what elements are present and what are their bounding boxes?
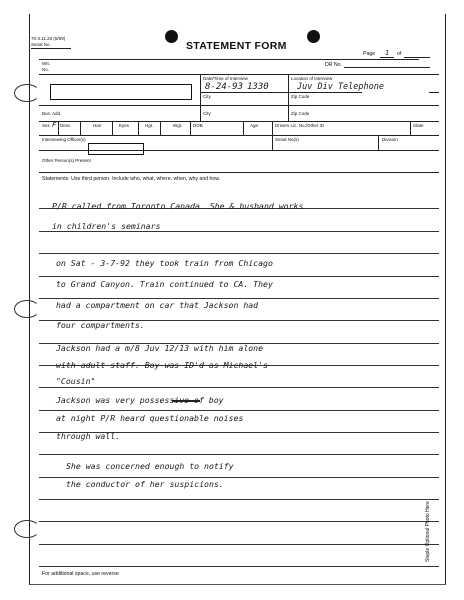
interview-location: Juv Div Telephone — [297, 82, 384, 92]
desc-label: Desc. — [60, 123, 72, 128]
interview-date: 8-24-93 — [205, 82, 243, 92]
punch-dot-right — [307, 30, 320, 43]
wit-no-label: No. — [42, 67, 50, 72]
redacted-name-block — [50, 84, 192, 100]
statement-line: at night P/R heard questionable noises — [56, 413, 244, 423]
dob-label: DOB — [193, 123, 203, 128]
hair-label: Hair — [93, 123, 102, 128]
row3-city-label: City — [203, 111, 211, 116]
staple-photo-note: Staple Optional Photo Here — [425, 501, 431, 562]
wgt-label: Wgt. — [173, 123, 183, 128]
page-label: Page — [363, 51, 376, 57]
wit-label: WIt. — [42, 61, 50, 66]
bus-add-label: Bus. Add. — [42, 111, 62, 116]
statement-line: She was concerned enough to notify — [66, 461, 234, 471]
drivers-lic-label: Drivers Lic. No./Other ID — [275, 123, 325, 128]
statement-line: on Sat - 3-7-92 they took train from Chicago — [56, 258, 273, 268]
statement-line: with adult staff. Boy was ID'd as Michael's — [56, 360, 268, 370]
statement-line: had a compartment on car that Jackson had — [56, 300, 259, 310]
form-title: STATEMENT FORM — [186, 40, 287, 52]
sex-label: Sex — [42, 123, 50, 128]
location-label: Location of Interview — [291, 76, 333, 81]
hgt-label: Hgt. — [145, 123, 154, 128]
date-time-label: Date/Time of Interview — [203, 76, 248, 81]
row2-city-label: City — [203, 94, 211, 99]
statement-line: the conductor of her suspicions. — [66, 479, 224, 489]
statement-line: Jackson was very possessive of boy — [56, 395, 224, 405]
binder-hole-top — [14, 84, 40, 102]
form-number: 70-3.11.20 (6/89) — [31, 36, 66, 41]
serial-nos-label: Serial No(s) — [275, 137, 299, 142]
division-label: Division — [382, 137, 398, 142]
sex-value: F — [52, 121, 57, 129]
statement-line: through wall. — [56, 431, 121, 441]
redacted-officer-block — [88, 143, 144, 155]
statement-line: P/R called from Toronto Canada. She & husband works — [52, 201, 304, 211]
of-label: of — [397, 51, 402, 57]
age-label: Age — [250, 123, 259, 128]
other-persons-label: Other Person(s) Present — [42, 158, 91, 163]
serial-no-label: Serial No. — [31, 42, 51, 47]
statement-line: Jackson had a m/8 Juv 12/13 with him alone — [56, 343, 264, 353]
eyes-label: Eyes — [119, 123, 130, 128]
statement-line: "Cousin" — [56, 376, 96, 386]
interview-time: 1330 — [247, 82, 269, 92]
binder-hole-bottom — [14, 520, 40, 538]
statement-line: to Grand Canyon. Train continued to CA. They — [56, 279, 273, 289]
statement-line: four compartments. — [56, 320, 145, 330]
page-number: 1 — [385, 49, 390, 57]
strike-through-mark — [172, 400, 200, 402]
dr-no-label: DR No. — [325, 62, 343, 68]
interviewing-officer-label: Interviewing Officer(s) — [42, 137, 86, 142]
statement-line: in children's seminars — [52, 221, 161, 231]
row3-zip-label: Zip Code — [291, 111, 310, 116]
statements-instruction: Statements: Use third person. Include who, what, where, when, why and how. — [42, 176, 221, 182]
binder-hole-middle — [14, 300, 40, 318]
additional-space-note: For additional space, use reverse — [42, 571, 119, 577]
punch-dot-left — [165, 30, 178, 43]
redacted-address-block — [362, 92, 429, 105]
row2-zip-label: Zip Code — [291, 94, 310, 99]
state-label: State — [413, 123, 424, 128]
